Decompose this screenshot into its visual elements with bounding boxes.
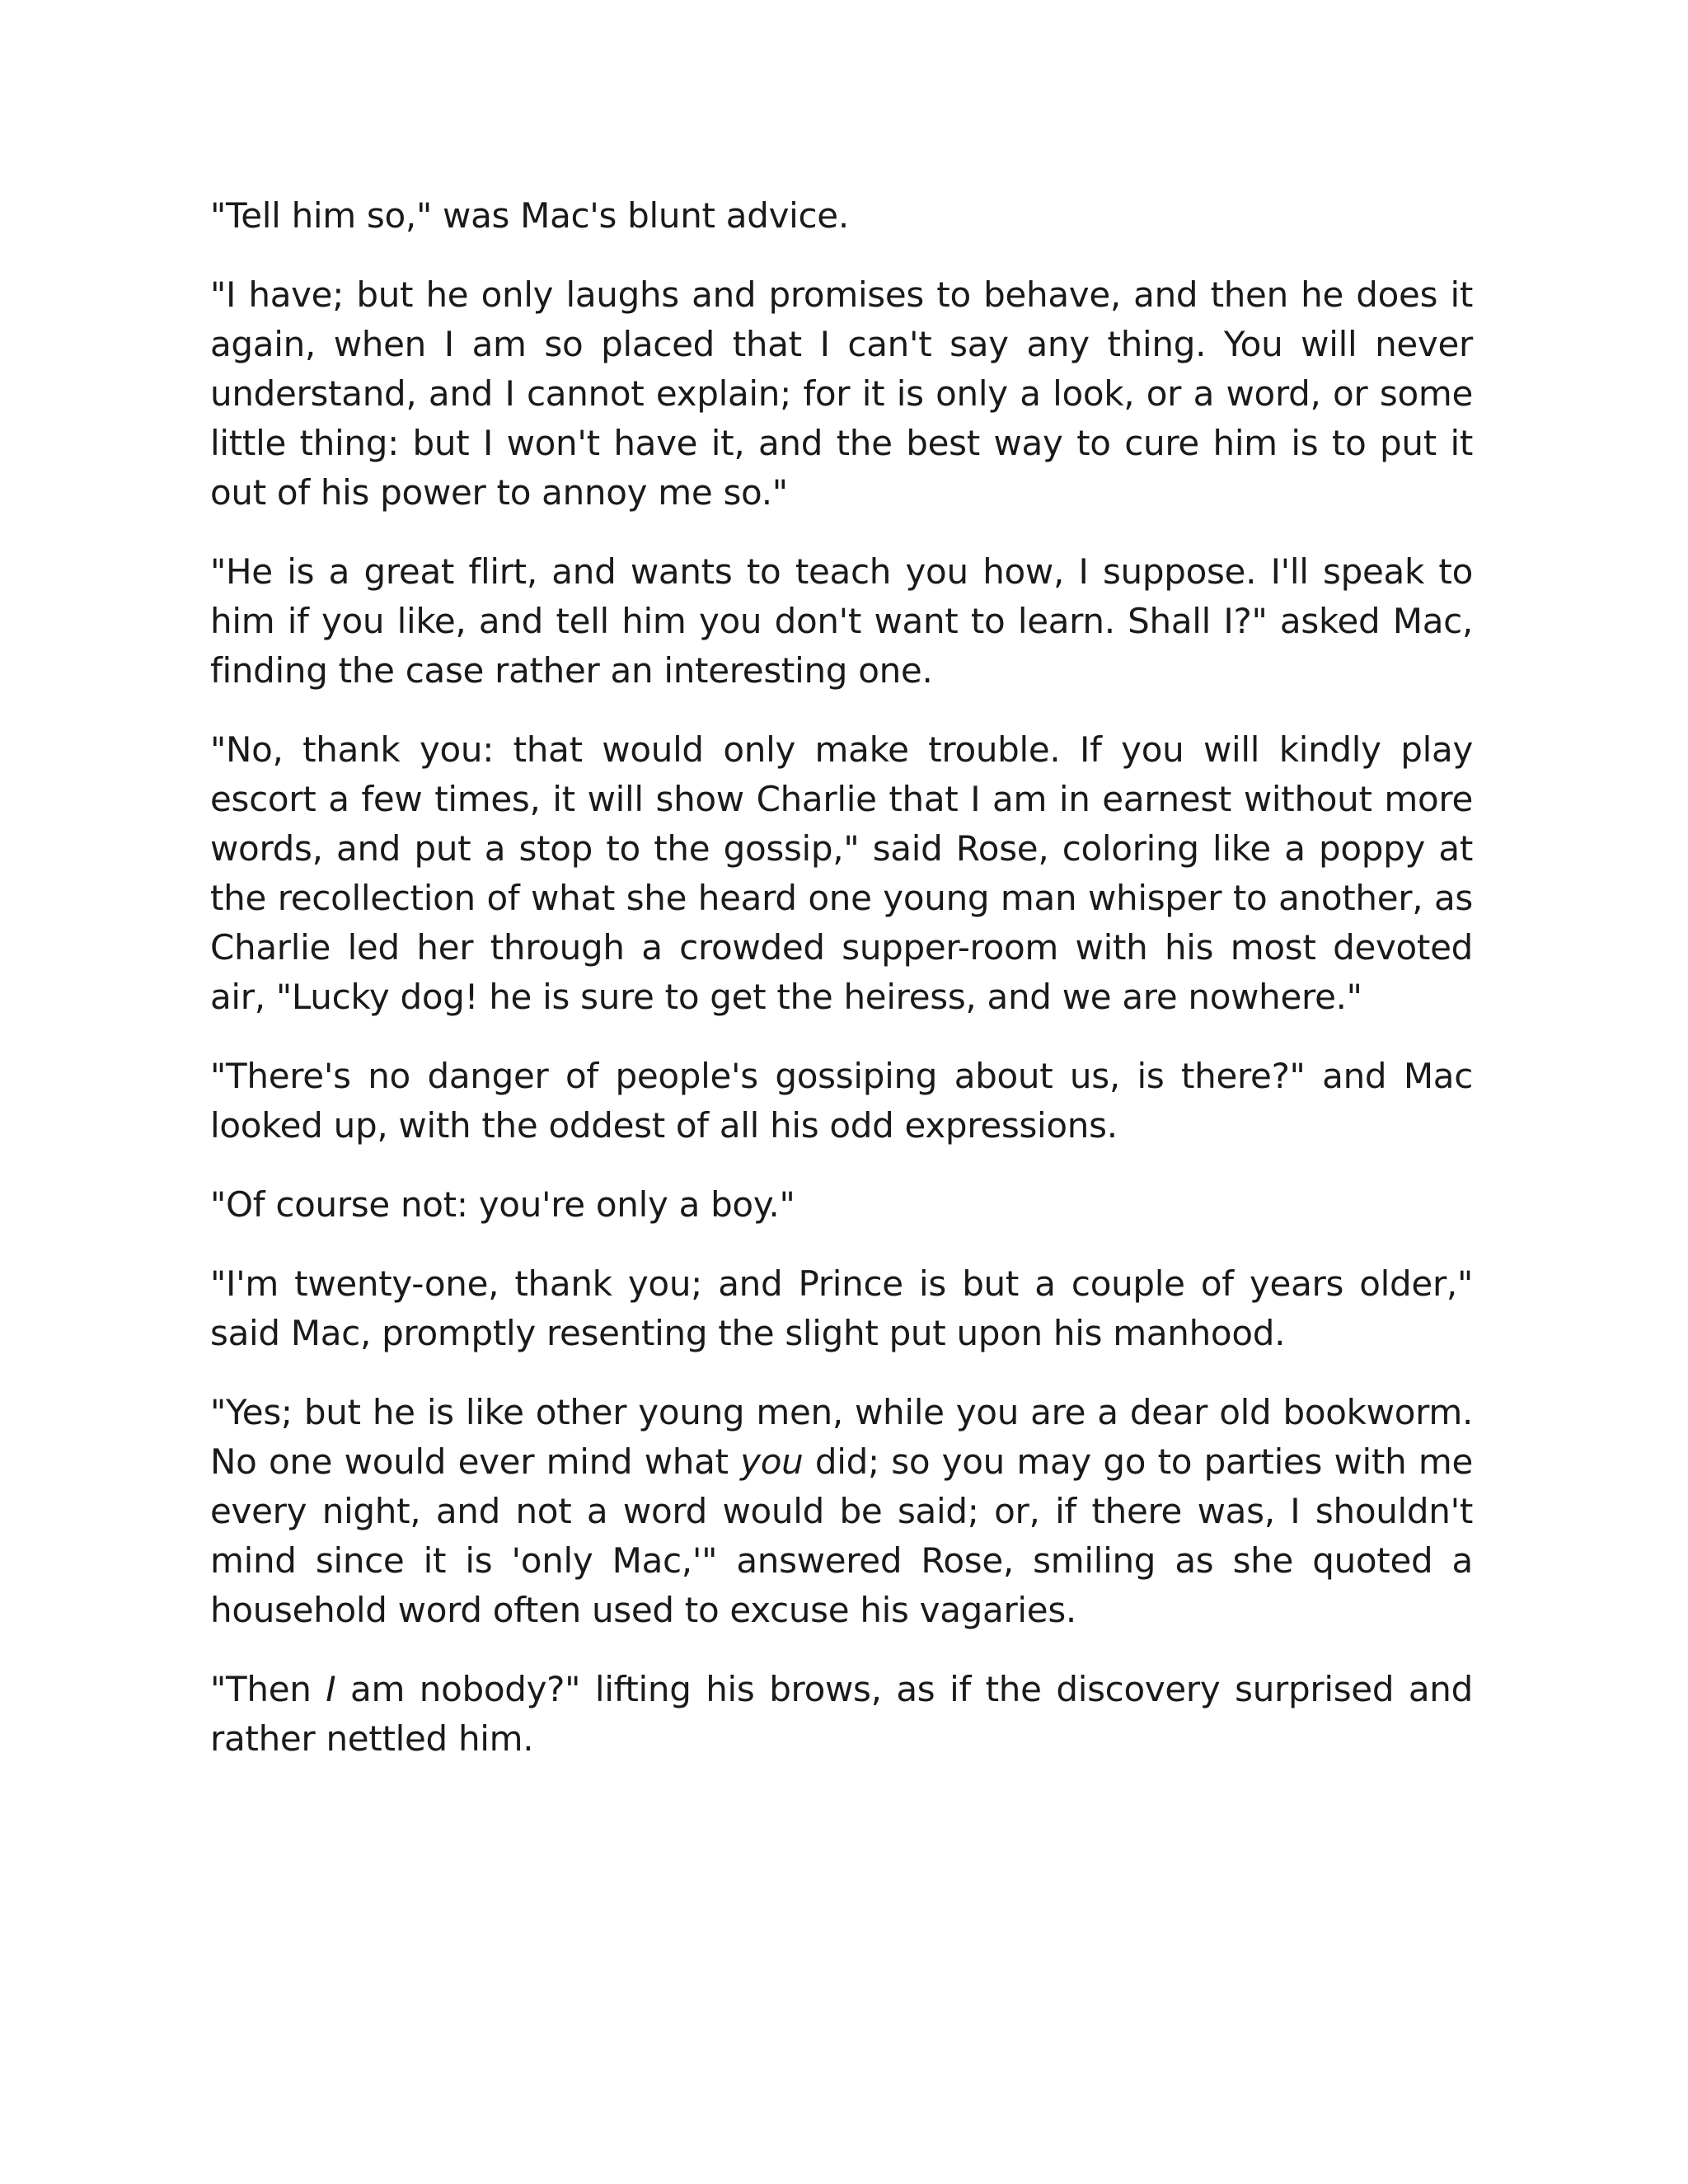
paragraph-text: "Yes; but he is like other young men, while you are a dear old bookworm. No one would ever mind what [210, 1392, 1473, 1482]
paragraph-4 [210, 725, 1473, 1022]
paragraph-text: "There's no danger of people's gossiping about us, is there?" and Mac looked up, with the oddest of all his odd expressions. [210, 1056, 1473, 1146]
book-page [210, 191, 1473, 1793]
emphasis-text: I [326, 1669, 336, 1709]
paragraph-6 [210, 1180, 1473, 1230]
paragraph-9 [210, 1665, 1473, 1764]
paragraph-2 [210, 270, 1473, 518]
emphasis-text: you [740, 1441, 804, 1482]
paragraph-text: did; so you may go to parties with me every night, and not a word would be said; or, if there was, I shouldn't mind since it is 'only Mac,'" answered Rose, smiling as she quoted a household word often used to excuse his vagaries. [210, 1441, 1473, 1630]
paragraph-text: "Then [210, 1669, 326, 1709]
paragraph-7 [210, 1259, 1473, 1358]
paragraph-8 [210, 1388, 1473, 1635]
paragraph-1 [210, 191, 1473, 241]
paragraph-3 [210, 547, 1473, 696]
paragraph-text: "Of course not: you're only a boy." [210, 1184, 795, 1225]
paragraph-text: "No, thank you: that would only make trouble. If you will kindly play escort a few times, it will show Charlie that I am in earnest without more words, and put a stop to the gossip," said Rose, coloring like a poppy at the recollection of what she heard one young man whisper to another, as Charlie led her through a crowded supper-room with his most devoted air, "Lucky dog! he is sure to get the heiress, and we are nowhere." [210, 729, 1473, 1017]
paragraph-text: "I have; but he only laughs and promises to behave, and then he does it again, when I am so placed that I can't say any thing. You will never understand, and I cannot explain; for it is only a look, or a word, or some little thing: but I won't have it, and the best way to cure him is to put it out of his power to annoy me so." [210, 274, 1473, 513]
paragraph-text: am nobody?" lifting his brows, as if the discovery surprised and rather nettled him. [210, 1669, 1473, 1759]
paragraph-5 [210, 1052, 1473, 1151]
paragraph-text: "I'm twenty-one, thank you; and Prince is but a couple of years older," said Mac, promptly resenting the slight put upon his manhood. [210, 1263, 1473, 1353]
paragraph-text: "Tell him so," was Mac's blunt advice. [210, 195, 849, 236]
paragraph-text: "He is a great flirt, and wants to teach you how, I suppose. I'll speak to him if you like, and tell him you don't want to learn. Shall I?" asked Mac, finding the case rather an interesting one. [210, 551, 1473, 691]
